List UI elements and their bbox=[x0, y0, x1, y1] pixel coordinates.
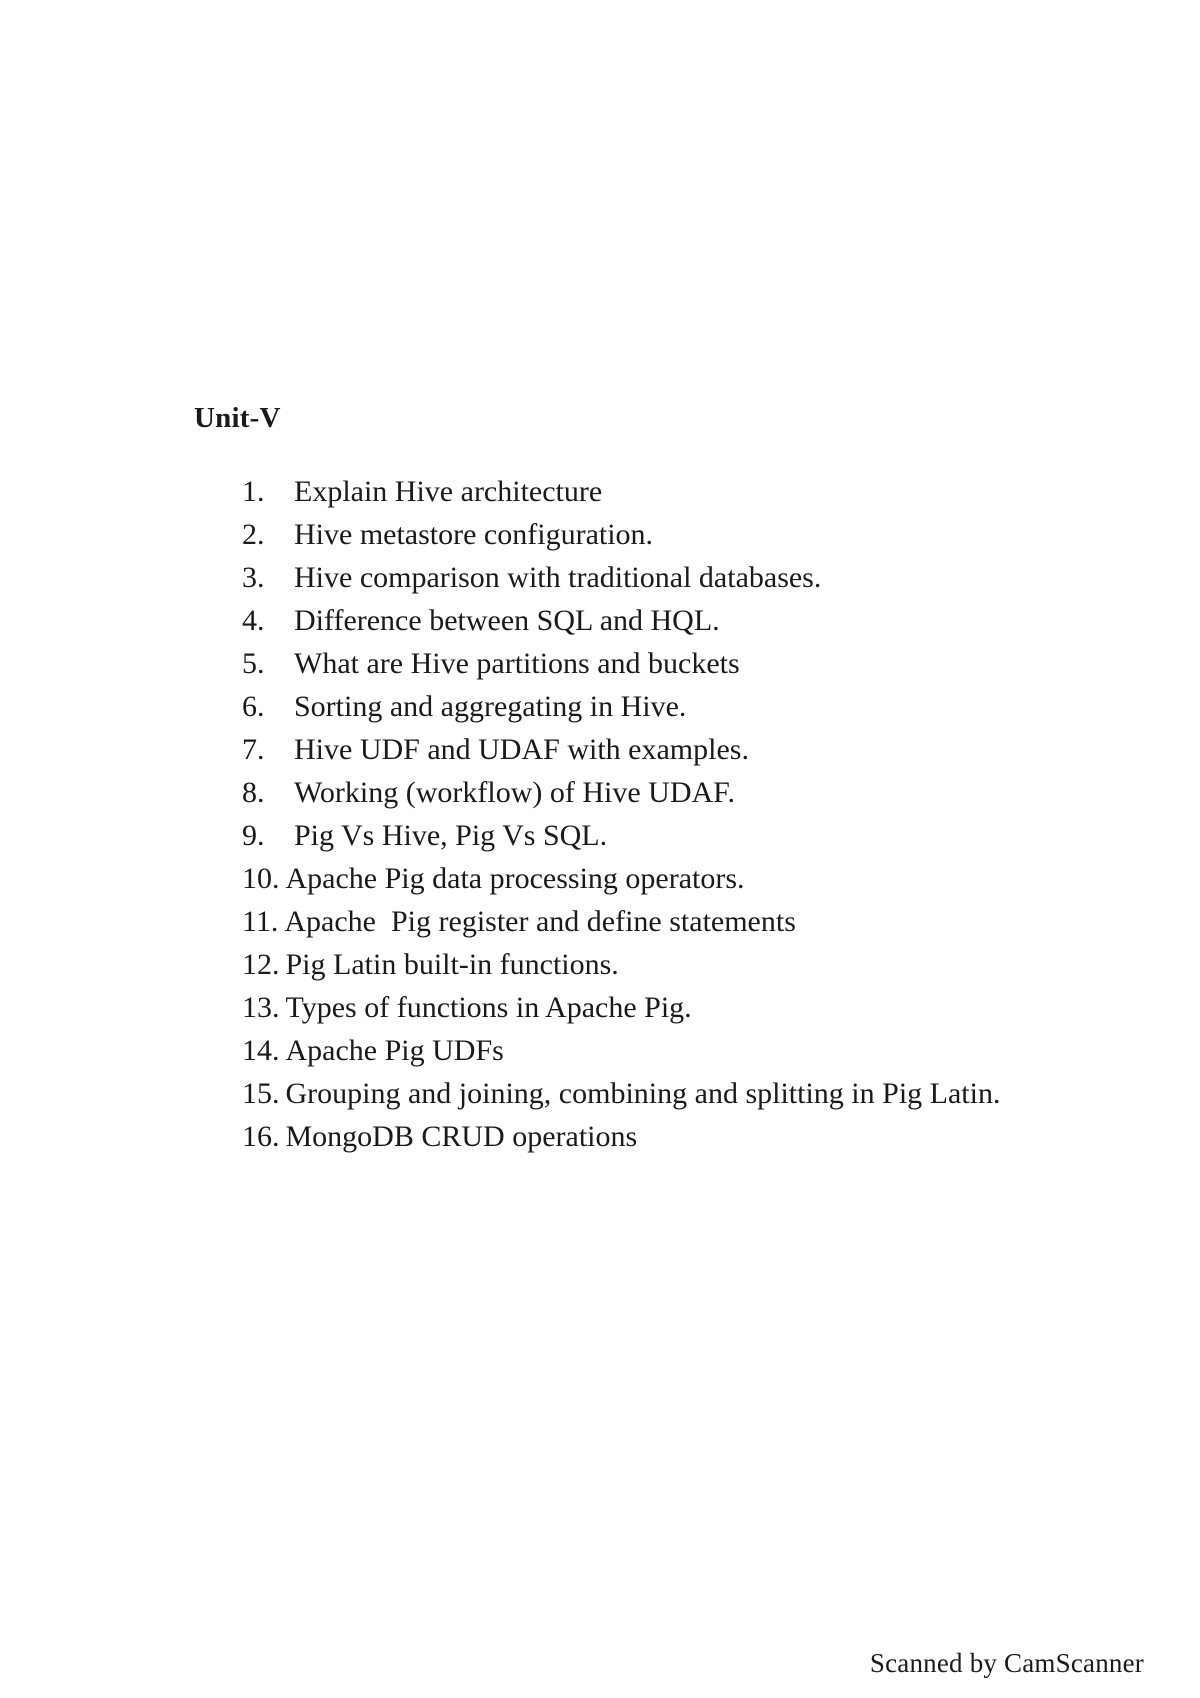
question-number: 9. bbox=[242, 819, 265, 852]
question-number: 13. bbox=[242, 991, 280, 1024]
question-item bbox=[242, 943, 1142, 986]
question-text: Apache Pig register and define statements bbox=[284, 905, 796, 938]
unit-heading: Unit-V bbox=[194, 402, 281, 434]
question-number: 10. bbox=[242, 862, 280, 895]
question-text: Hive comparison with traditional databases. bbox=[294, 561, 822, 594]
question-text: Apache Pig UDFs bbox=[285, 1034, 504, 1067]
question-number: 15. bbox=[242, 1077, 280, 1110]
question-item bbox=[242, 1115, 1142, 1158]
camscanner-stamp: Scanned by CamScanner bbox=[869, 1648, 1144, 1678]
question-item bbox=[242, 900, 1142, 943]
question-text: Hive metastore configuration. bbox=[294, 518, 654, 551]
question-text: Working (workflow) of Hive UDAF. bbox=[294, 776, 735, 809]
question-item bbox=[242, 814, 1142, 857]
question-item bbox=[242, 1029, 1142, 1072]
question-item bbox=[242, 857, 1142, 900]
question-text: Pig Vs Hive, Pig Vs SQL. bbox=[294, 819, 608, 852]
question-number: 14. bbox=[242, 1034, 280, 1067]
question-number: 11. bbox=[242, 905, 279, 938]
question-number: 1. bbox=[242, 475, 265, 508]
question-number: 5. bbox=[242, 647, 265, 680]
question-text: What are Hive partitions and buckets bbox=[294, 647, 740, 680]
question-text: Difference between SQL and HQL. bbox=[294, 604, 720, 637]
question-number: 8. bbox=[242, 776, 265, 809]
question-text: Sorting and aggregating in Hive. bbox=[294, 690, 687, 723]
question-text: Hive UDF and UDAF with examples. bbox=[294, 733, 749, 766]
question-text: Grouping and joining, combining and splitting in Pig Latin. bbox=[285, 1077, 1001, 1110]
question-number: 7. bbox=[242, 733, 265, 766]
question-item bbox=[242, 771, 1142, 814]
question-item bbox=[242, 1072, 1142, 1115]
question-number: 3. bbox=[242, 561, 265, 594]
question-number: 2. bbox=[242, 518, 265, 551]
question-item bbox=[242, 986, 1142, 1029]
question-text: Types of functions in Apache Pig. bbox=[285, 991, 692, 1024]
question-text: Explain Hive architecture bbox=[294, 475, 603, 508]
question-text: Pig Latin built-in functions. bbox=[285, 948, 619, 981]
question-text: MongoDB CRUD operations bbox=[285, 1120, 638, 1153]
question-number: 6. bbox=[242, 690, 265, 723]
question-list bbox=[242, 470, 1142, 1158]
question-item bbox=[242, 556, 1142, 599]
question-item bbox=[242, 685, 1142, 728]
question-text: Apache Pig data processing operators. bbox=[285, 862, 745, 895]
question-item bbox=[242, 513, 1142, 556]
question-item bbox=[242, 728, 1142, 771]
question-number: 12. bbox=[242, 948, 280, 981]
question-number: 16. bbox=[242, 1120, 280, 1153]
question-item bbox=[242, 470, 1142, 513]
question-item bbox=[242, 599, 1142, 642]
question-number: 4. bbox=[242, 604, 265, 637]
question-item bbox=[242, 642, 1142, 685]
